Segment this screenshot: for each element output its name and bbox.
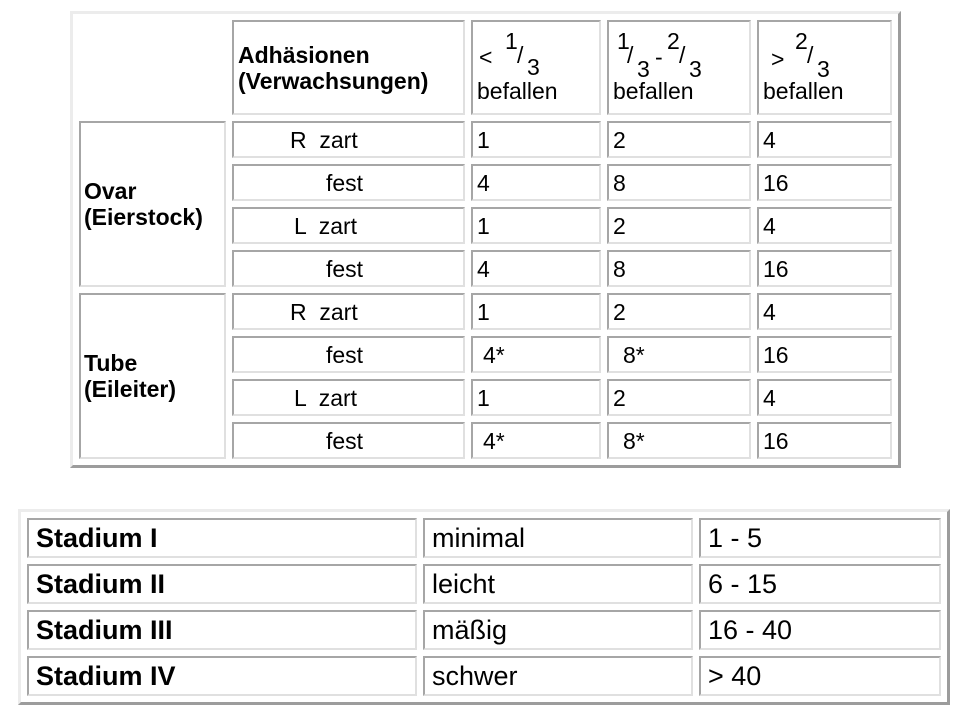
score-cell: 8* [607,422,751,459]
score-cell: 16 [757,250,892,287]
score-cell: 4 [757,293,892,330]
adhesion-header-row [79,20,892,115]
score-cell: 1 [471,207,601,244]
score-cell: 4 [757,121,892,158]
score-cell: 8 [607,250,751,287]
row-label: L zart [232,379,465,416]
table-row [27,656,941,696]
stage-range: > 40 [699,656,941,696]
score-cell: 8 [607,164,751,201]
row-label: R zart [232,121,465,158]
stage-table [18,509,950,705]
stage-severity: schwer [423,656,693,696]
score-cell: 8* [607,336,751,373]
score-cell: 4 [471,250,601,287]
score-cell: 1 [471,379,601,416]
stage-range: 16 - 40 [699,610,941,650]
header-third-to-two-thirds: 1 / 3 - 2 / 3 befallen [607,20,751,115]
stage-severity: leicht [423,564,693,604]
score-cell: 16 [757,422,892,459]
table-row [27,564,941,604]
table-row [27,518,941,558]
empty-corner-cell [79,20,226,115]
score-cell: 2 [607,293,751,330]
score-cell: 4* [471,336,601,373]
score-cell: 4 [757,207,892,244]
adhesion-score-table [70,11,901,468]
score-cell: 2 [607,121,751,158]
row-label: fest [232,250,465,287]
row-label: fest [232,164,465,201]
stage-name: Stadium III [27,610,417,650]
score-cell: 16 [757,336,892,373]
stage-range: 6 - 15 [699,564,941,604]
row-label: fest [232,422,465,459]
group-label-ovar: Ovar (Eierstock) [79,121,226,287]
row-label: L zart [232,207,465,244]
score-cell: 1 [471,121,601,158]
row-label: R zart [232,293,465,330]
score-cell: 2 [607,379,751,416]
score-cell: 4 [471,164,601,201]
row-label: fest [232,336,465,373]
table-row [79,293,892,330]
table-row [79,121,892,158]
stage-name: Stadium II [27,564,417,604]
group-label-tube: Tube (Eileiter) [79,293,226,459]
stage-name: Stadium IV [27,656,417,696]
score-cell: 16 [757,164,892,201]
stage-range: 1 - 5 [699,518,941,558]
score-cell: 1 [471,293,601,330]
stage-severity: minimal [423,518,693,558]
score-cell: 2 [607,207,751,244]
adhesion-header-label: Adhäsionen (Verwachsungen) [232,20,465,115]
stage-name: Stadium I [27,518,417,558]
stage-severity: mäßig [423,610,693,650]
header-more-than-two-thirds: > 2 / 3 befallen [757,20,892,115]
header-less-than-third: < 1 / 3 befallen [471,20,601,115]
table-row [27,610,941,650]
score-cell: 4 [757,379,892,416]
score-cell: 4* [471,422,601,459]
